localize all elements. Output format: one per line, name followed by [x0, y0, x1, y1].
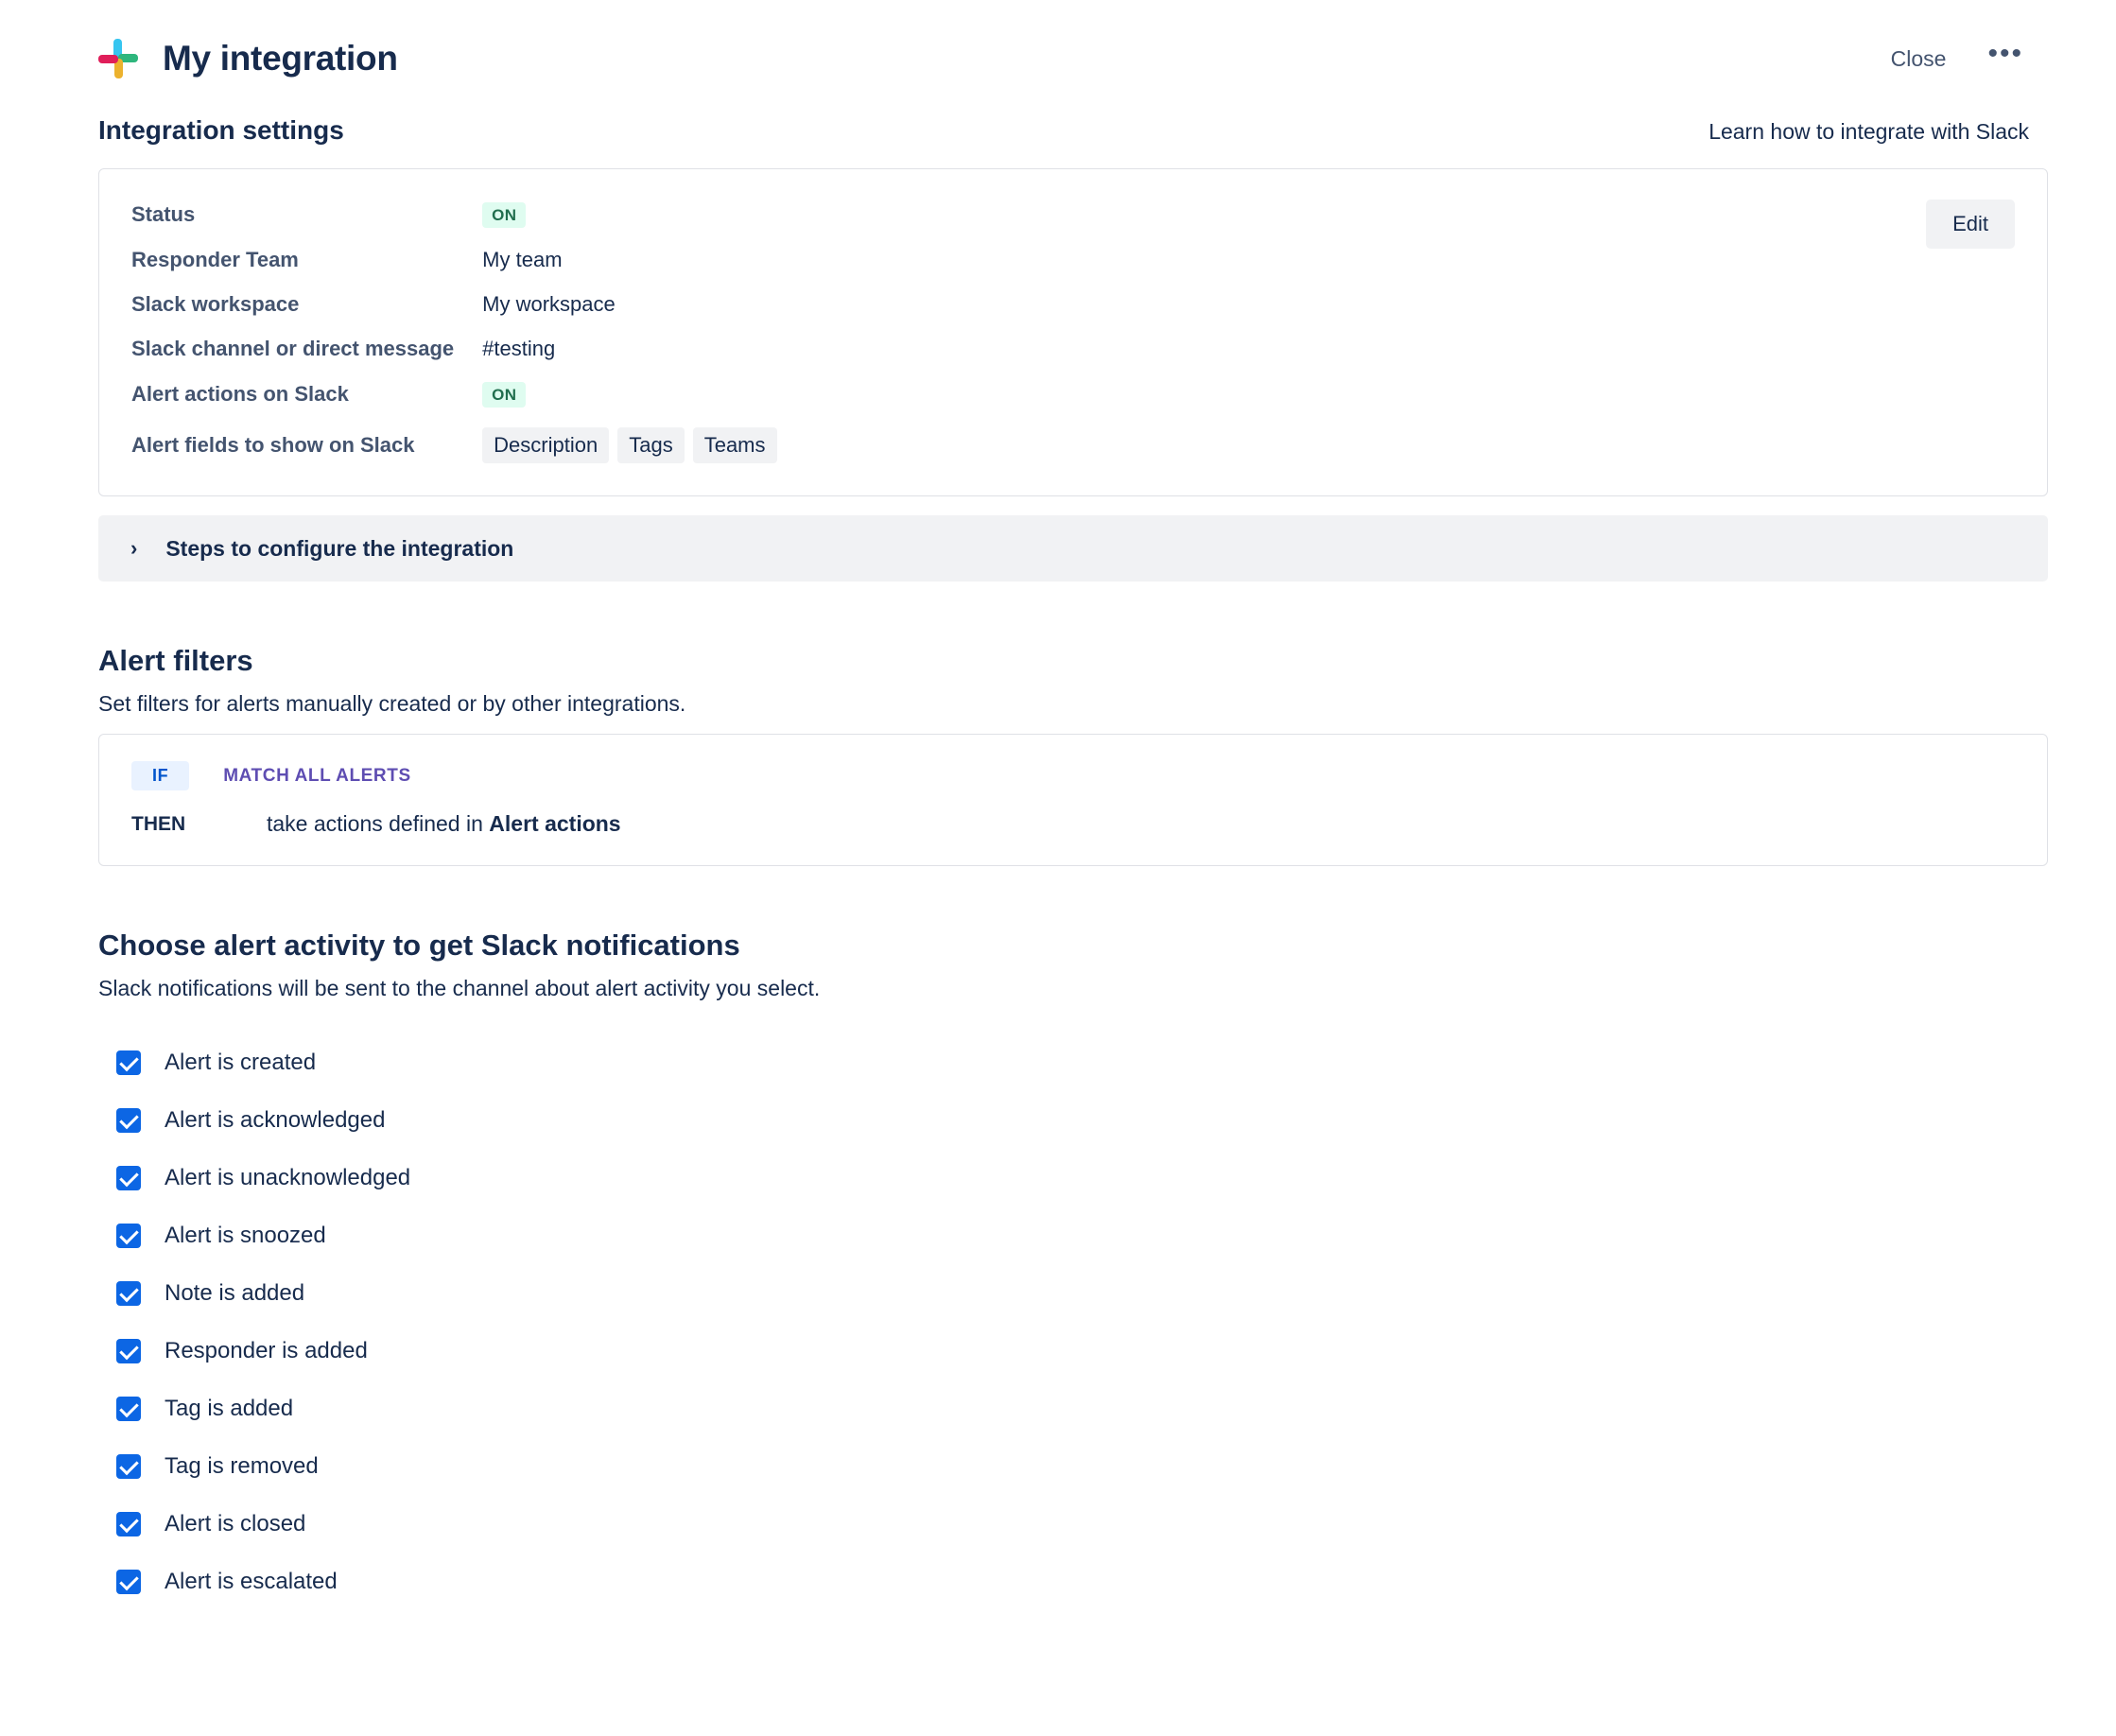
then-text-prefix: take actions defined in	[267, 811, 490, 836]
table-row	[131, 292, 786, 337]
steps-accordion-label: Steps to configure the integration	[165, 535, 514, 561]
list-item[interactable]	[98, 1380, 2048, 1437]
checkbox-checked-icon[interactable]	[116, 1166, 141, 1190]
setting-value-status	[482, 201, 785, 248]
setting-label-alert-fields: Alert fields to show on Slack	[131, 433, 415, 457]
table-row	[131, 427, 786, 463]
checkbox-label: Alert is snoozed	[165, 1222, 326, 1248]
alert-filters-subtitle: Set filters for alerts manually created or by other integrations.	[98, 691, 686, 716]
checkbox-checked-icon[interactable]	[116, 1224, 141, 1248]
list-item[interactable]	[98, 1495, 2048, 1553]
page-title: My integration	[163, 39, 398, 78]
learn-how-to-integrate-link[interactable]: Learn how to integrate with Slack	[1708, 119, 2029, 144]
setting-label-slack-channel: Slack channel or direct message	[131, 337, 455, 360]
setting-value-responder-team: My team	[482, 248, 563, 271]
setting-label-alert-actions: Alert actions on Slack	[131, 382, 349, 406]
checkbox-label: Alert is escalated	[165, 1568, 338, 1594]
steps-to-configure-accordion[interactable]	[98, 515, 2048, 582]
checkbox-label: Responder is added	[165, 1337, 368, 1363]
checkbox-label: Alert is created	[165, 1049, 317, 1075]
list-item[interactable]	[98, 1149, 2048, 1207]
then-text-bold: Alert actions	[489, 811, 621, 836]
setting-value-alert-fields	[482, 427, 785, 463]
match-all-alerts-label[interactable]: MATCH ALL ALERTS	[223, 765, 411, 786]
checkbox-label: Alert is unacknowledged	[165, 1164, 411, 1190]
setting-value-slack-channel: #testing	[482, 337, 556, 360]
alert-field-chip: Tags	[617, 427, 684, 463]
alert-filter-action-row	[131, 811, 2015, 837]
setting-label-responder-team: Responder Team	[131, 248, 299, 271]
page-header	[98, 25, 2048, 93]
table-row	[131, 248, 786, 292]
checkbox-label: Alert is closed	[165, 1510, 306, 1536]
header-actions	[1890, 38, 2048, 72]
alert-filter-rule-card	[98, 734, 2048, 866]
checkbox-label: Note is added	[165, 1279, 305, 1306]
table-row	[131, 201, 786, 248]
slack-logo-icon	[98, 39, 138, 78]
then-description	[267, 811, 621, 837]
integration-settings-header	[98, 115, 2048, 146]
alert-activity-checkbox-list	[98, 1033, 2048, 1610]
edit-button[interactable]: Edit	[1926, 200, 2015, 249]
integration-settings-card	[98, 168, 2048, 496]
alert-activity-title: Choose alert activity to get Slack notifications	[98, 929, 740, 962]
list-item[interactable]	[98, 1033, 2048, 1091]
then-label: THEN	[131, 812, 186, 835]
alert-field-chip: Description	[482, 427, 609, 463]
alert-filter-condition-row	[131, 761, 2015, 790]
alert-field-chip: Teams	[693, 427, 777, 463]
checkbox-label: Alert is acknowledged	[165, 1106, 386, 1133]
checkbox-checked-icon[interactable]	[116, 1108, 141, 1133]
alert-filters-title: Alert filters	[98, 644, 253, 677]
list-item[interactable]	[98, 1322, 2048, 1380]
status-badge: ON	[482, 202, 526, 228]
if-badge: IF	[131, 761, 189, 790]
chevron-right-icon: ›	[130, 536, 138, 560]
checkbox-label: Tag is removed	[165, 1452, 319, 1479]
setting-value-slack-workspace: My workspace	[482, 292, 616, 316]
checkbox-checked-icon[interactable]	[116, 1050, 141, 1075]
close-button[interactable]: Close	[1890, 45, 1947, 71]
checkbox-checked-icon[interactable]	[116, 1570, 141, 1594]
checkbox-label: Tag is added	[165, 1395, 294, 1421]
list-item[interactable]	[98, 1207, 2048, 1264]
more-options-icon[interactable]: •••	[1987, 38, 2023, 69]
alert-actions-status-badge: ON	[482, 382, 526, 408]
checkbox-checked-icon[interactable]	[116, 1397, 141, 1421]
settings-table	[131, 201, 786, 463]
table-row	[131, 337, 786, 381]
setting-value-alert-actions	[482, 381, 785, 427]
table-row	[131, 381, 786, 427]
checkbox-checked-icon[interactable]	[116, 1454, 141, 1479]
setting-label-status: Status	[131, 202, 196, 226]
checkbox-checked-icon[interactable]	[116, 1512, 141, 1536]
checkbox-checked-icon[interactable]	[116, 1339, 141, 1363]
list-item[interactable]	[98, 1091, 2048, 1149]
checkbox-checked-icon[interactable]	[116, 1281, 141, 1306]
alert-activity-subtitle: Slack notifications will be sent to the channel about alert activity you select.	[98, 976, 821, 1000]
integration-settings-title: Integration settings	[98, 115, 344, 145]
list-item[interactable]	[98, 1264, 2048, 1322]
setting-label-slack-workspace: Slack workspace	[131, 292, 300, 316]
list-item[interactable]	[98, 1437, 2048, 1495]
list-item[interactable]	[98, 1553, 2048, 1610]
